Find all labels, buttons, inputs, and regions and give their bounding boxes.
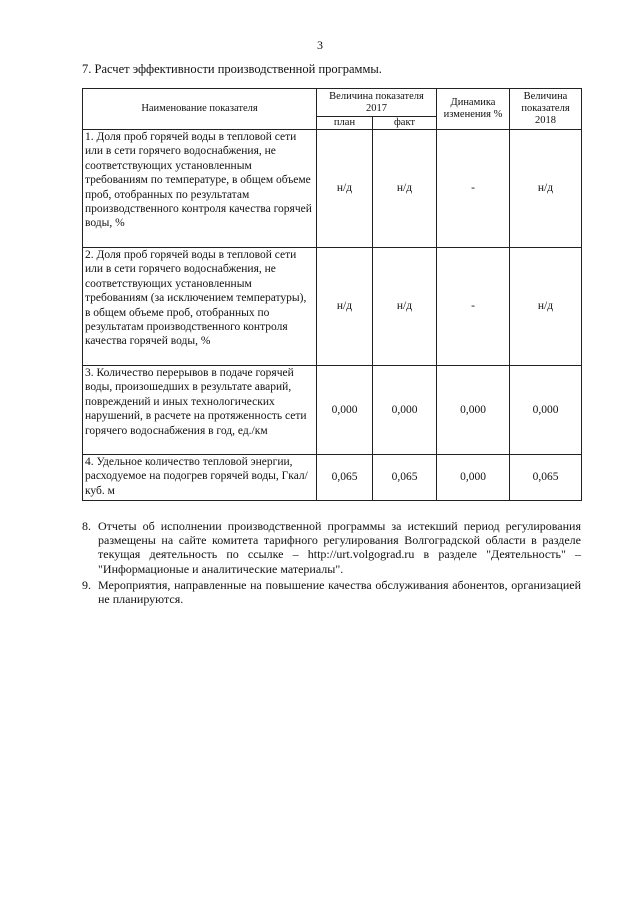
- row-dynamics: -: [437, 248, 510, 366]
- note-number: 8.: [82, 519, 91, 533]
- header-name: Наименование показателя: [83, 89, 317, 130]
- table-row: [83, 366, 582, 455]
- row-name: 3. Количество перерывов в подаче горячей воды, произошедших в результате аварий, повреждений и иных технологических нарушений, в расчете на протяженность сети горячего водоснабжения в год, ед./км: [83, 366, 317, 455]
- table-header-row: [83, 89, 582, 117]
- note-text: Отчеты об исполнении производственной программы за истекший период регулирования размещены на сайте комитета тарифного регулирования Волгоградской области в разделе текущая деятельность по ссылке – http://urt.volgograd.ru в разделе "Деятельность" – "Информационые и аналитические материалы".: [98, 519, 581, 576]
- row-dynamics: 0,000: [437, 455, 510, 501]
- page-number: 3: [317, 38, 323, 52]
- table-row: [83, 248, 582, 366]
- header-plan: план: [317, 117, 373, 130]
- section-title: 7. Расчет эффективности производственной программы.: [82, 62, 382, 76]
- header-fact: факт: [373, 117, 437, 130]
- efficiency-table: [82, 88, 582, 501]
- row-dynamics: -: [437, 130, 510, 248]
- table-row: [83, 455, 582, 501]
- row-plan: н/д: [317, 248, 373, 366]
- row-name: 1. Доля проб горячей воды в тепловой сети или в сети горячего водоснабжения, не соответствующих установленным требованиям по температуре, в общем объеме проб, отобранных по результатам производственного контроля качества горячей воды, %: [83, 130, 317, 248]
- row-plan: 0,065: [317, 455, 373, 501]
- note-text: Мероприятия, направленные на повышение качества обслуживания абонентов, организацией не планируются.: [98, 577, 581, 607]
- table-row: [83, 130, 582, 248]
- row-dynamics: 0,000: [437, 366, 510, 455]
- list-item: [82, 519, 581, 576]
- header-value-2017: Величина показателя 2017: [317, 89, 437, 117]
- row-value-2018: н/д: [510, 130, 582, 248]
- header-dynamics: Динамика изменения %: [437, 89, 510, 130]
- list-item: [82, 578, 581, 606]
- row-plan: 0,000: [317, 366, 373, 455]
- row-fact: н/д: [373, 248, 437, 366]
- row-fact: 0,000: [373, 366, 437, 455]
- row-value-2018: н/д: [510, 248, 582, 366]
- notes-list: [82, 519, 581, 608]
- row-fact: 0,065: [373, 455, 437, 501]
- header-value-2018: Величина показателя 2018: [510, 89, 582, 130]
- row-value-2018: 0,000: [510, 366, 582, 455]
- row-name: 2. Доля проб горячей воды в тепловой сети или в сети горячего водоснабжения, не соответствующих установленным требованиям (за исключением температуры), в общем объеме проб, отобранных по результатам производственного контроля качества горячей воды, %: [83, 248, 317, 366]
- row-name: 4. Удельное количество тепловой энергии, расходуемое на подогрев горячей воды, Гкал/куб. м: [83, 455, 317, 501]
- row-fact: н/д: [373, 130, 437, 248]
- note-number: 9.: [82, 577, 91, 592]
- row-plan: н/д: [317, 130, 373, 248]
- row-value-2018: 0,065: [510, 455, 582, 501]
